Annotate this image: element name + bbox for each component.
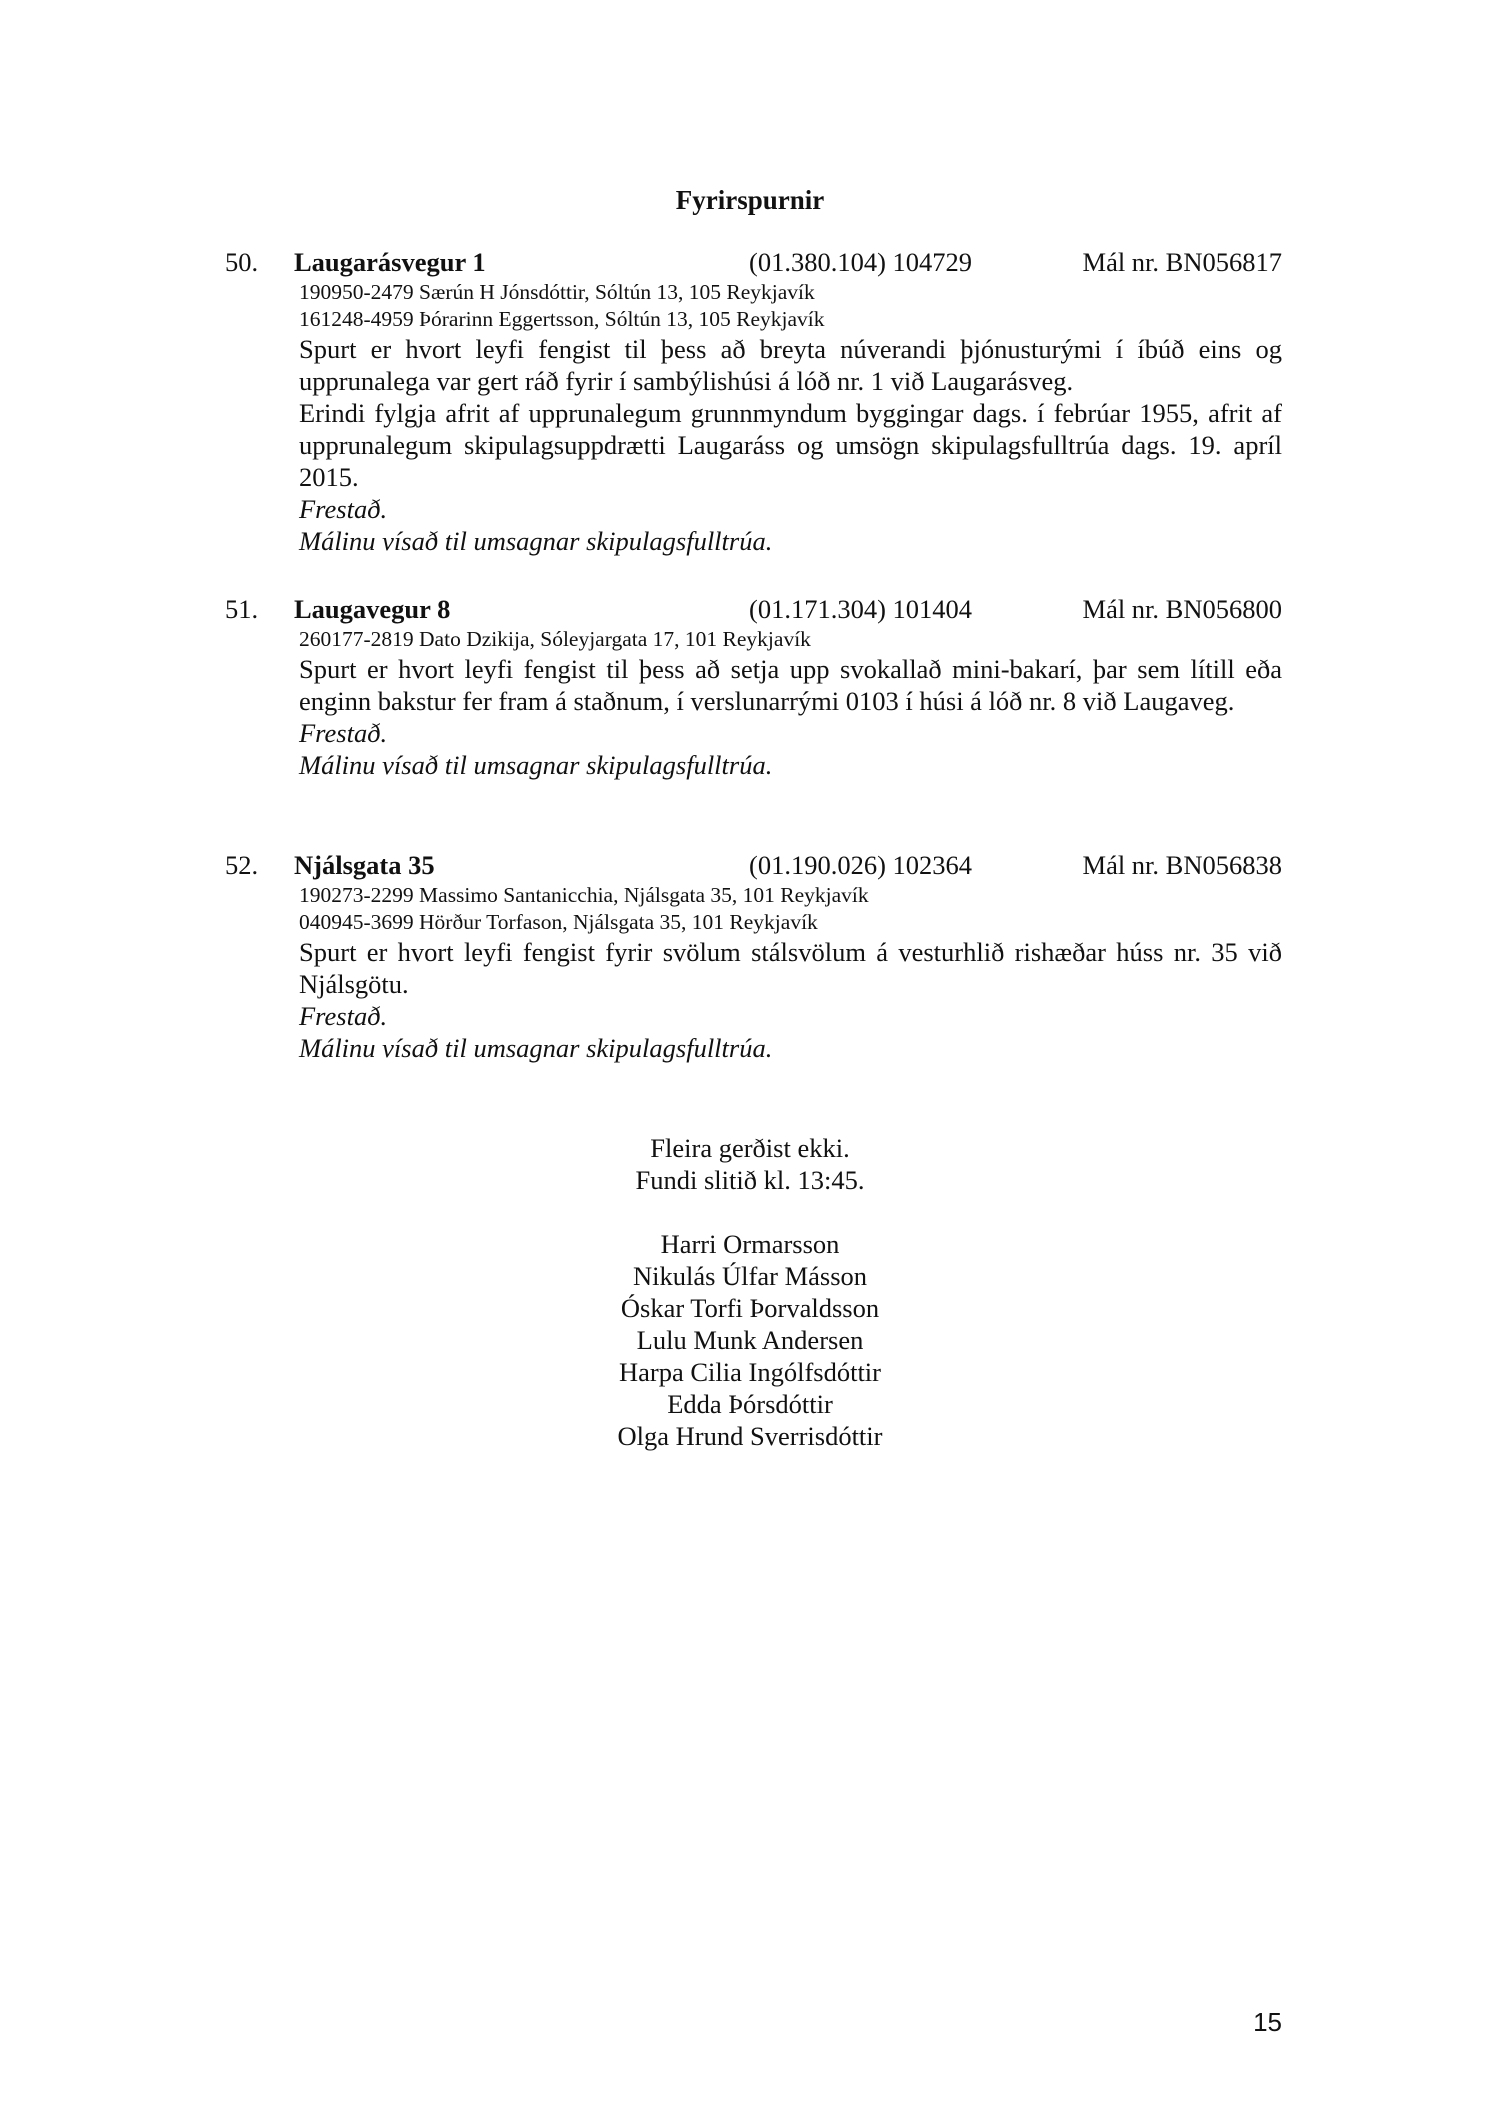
case-land-code: (01.190.026) 102364 [749, 850, 973, 880]
applicant: 040945-3699 Hörður Torfason, Njálsgata 35, 101 Reykjavík [299, 910, 818, 934]
case-item [225, 848, 1282, 1064]
case-address: Laugavegur 8 [294, 594, 451, 624]
signatory-name: Nikulás Úlfar Másson [632, 1261, 868, 1291]
applicant: 190950-2479 Særún H Jónsdóttir, Sóltún 13, 105 Reykjavík [299, 280, 815, 304]
signatory-name: Harpa Cilia Ingólfsdóttir [619, 1357, 881, 1387]
page-number: 15 [1253, 2007, 1282, 2037]
signatory-name: Harri Ormarsson [660, 1229, 840, 1259]
signatory-name: Óskar Torfi Þorvaldsson [620, 1293, 880, 1323]
case-note: Málinu vísað til umsagnar skipulagsfulltrúa. [299, 1033, 773, 1063]
case-decision: Frestað. [299, 718, 388, 748]
case-item [225, 245, 1282, 557]
case-body [299, 626, 1282, 781]
closing-line: Fundi slitið kl. 13:45. [635, 1165, 865, 1195]
case-address: Laugarásvegur 1 [294, 247, 486, 277]
case-header [225, 592, 1282, 626]
case-description: Spurt er hvort leyfi fengist fyrir svölum stálsvölum á vesturhlið rishæðar húss nr. 35 við Njálsgötu. [299, 937, 1282, 999]
case-number: 50. [225, 247, 259, 277]
applicant: 260177-2819 Dato Dzikija, Sóleyjargata 17, 101 Reykjavík [299, 627, 811, 651]
case-description: Spurt er hvort leyfi fengist til þess að breyta núverandi þjónusturými í íbúð eins og upprunalega var gert ráð fyrir í sambýlishúsi á lóð nr. 1 við Laugarásveg. [299, 334, 1282, 396]
case-land-code: (01.171.304) 101404 [749, 594, 973, 624]
case-decision: Frestað. [299, 1001, 388, 1031]
signatory-name: Lulu Munk Andersen [636, 1325, 864, 1355]
signatories [0, 1228, 1500, 1452]
case-note: Málinu vísað til umsagnar skipulagsfulltrúa. [299, 526, 773, 556]
signatory-name: Olga Hrund Sverrisdóttir [617, 1421, 883, 1451]
case-land-code: (01.380.104) 104729 [749, 247, 973, 277]
applicant: 161248-4959 Þórarinn Eggertsson, Sóltún 13, 105 Reykjavík [299, 307, 825, 331]
case-header [225, 245, 1282, 279]
applicant: 190273-2299 Massimo Santanicchia, Njálsgata 35, 101 Reykjavík [299, 883, 869, 907]
closing-line: Fleira gerðist ekki. [650, 1133, 850, 1163]
case-address: Njálsgata 35 [294, 850, 435, 880]
case-decision: Frestað. [299, 494, 388, 524]
case-body [299, 279, 1282, 557]
case-description: Erindi fylgja afrit af upprunalegum grunnmyndum byggingar dags. í febrúar 1955, afrit af upprunalegum skipulagsuppdrætti Laugaráss og umsögn skipulagsfulltrúa dags. 19. apríl 2015. [299, 398, 1282, 492]
case-file-number: Mál nr. BN056800 [1082, 594, 1282, 624]
case-file-number: Mál nr. BN056817 [1082, 247, 1282, 277]
section-title: Fyrirspurnir [675, 185, 825, 215]
case-header [225, 848, 1282, 882]
case-file-number: Mál nr. BN056838 [1082, 850, 1282, 880]
signatory-name: Edda Þórsdóttir [667, 1389, 833, 1419]
case-item [225, 592, 1282, 781]
case-number: 52. [225, 850, 259, 880]
case-number: 51. [225, 594, 259, 624]
case-note: Málinu vísað til umsagnar skipulagsfulltrúa. [299, 750, 773, 780]
case-body [299, 882, 1282, 1064]
meeting-closing [0, 1132, 1500, 1196]
case-description: Spurt er hvort leyfi fengist til þess að setja upp svokallað mini-bakarí, þar sem lítill eða enginn bakstur fer fram á staðnum, í verslunarrými 0103 í húsi á lóð nr. 8 við Laugaveg. [299, 654, 1282, 716]
